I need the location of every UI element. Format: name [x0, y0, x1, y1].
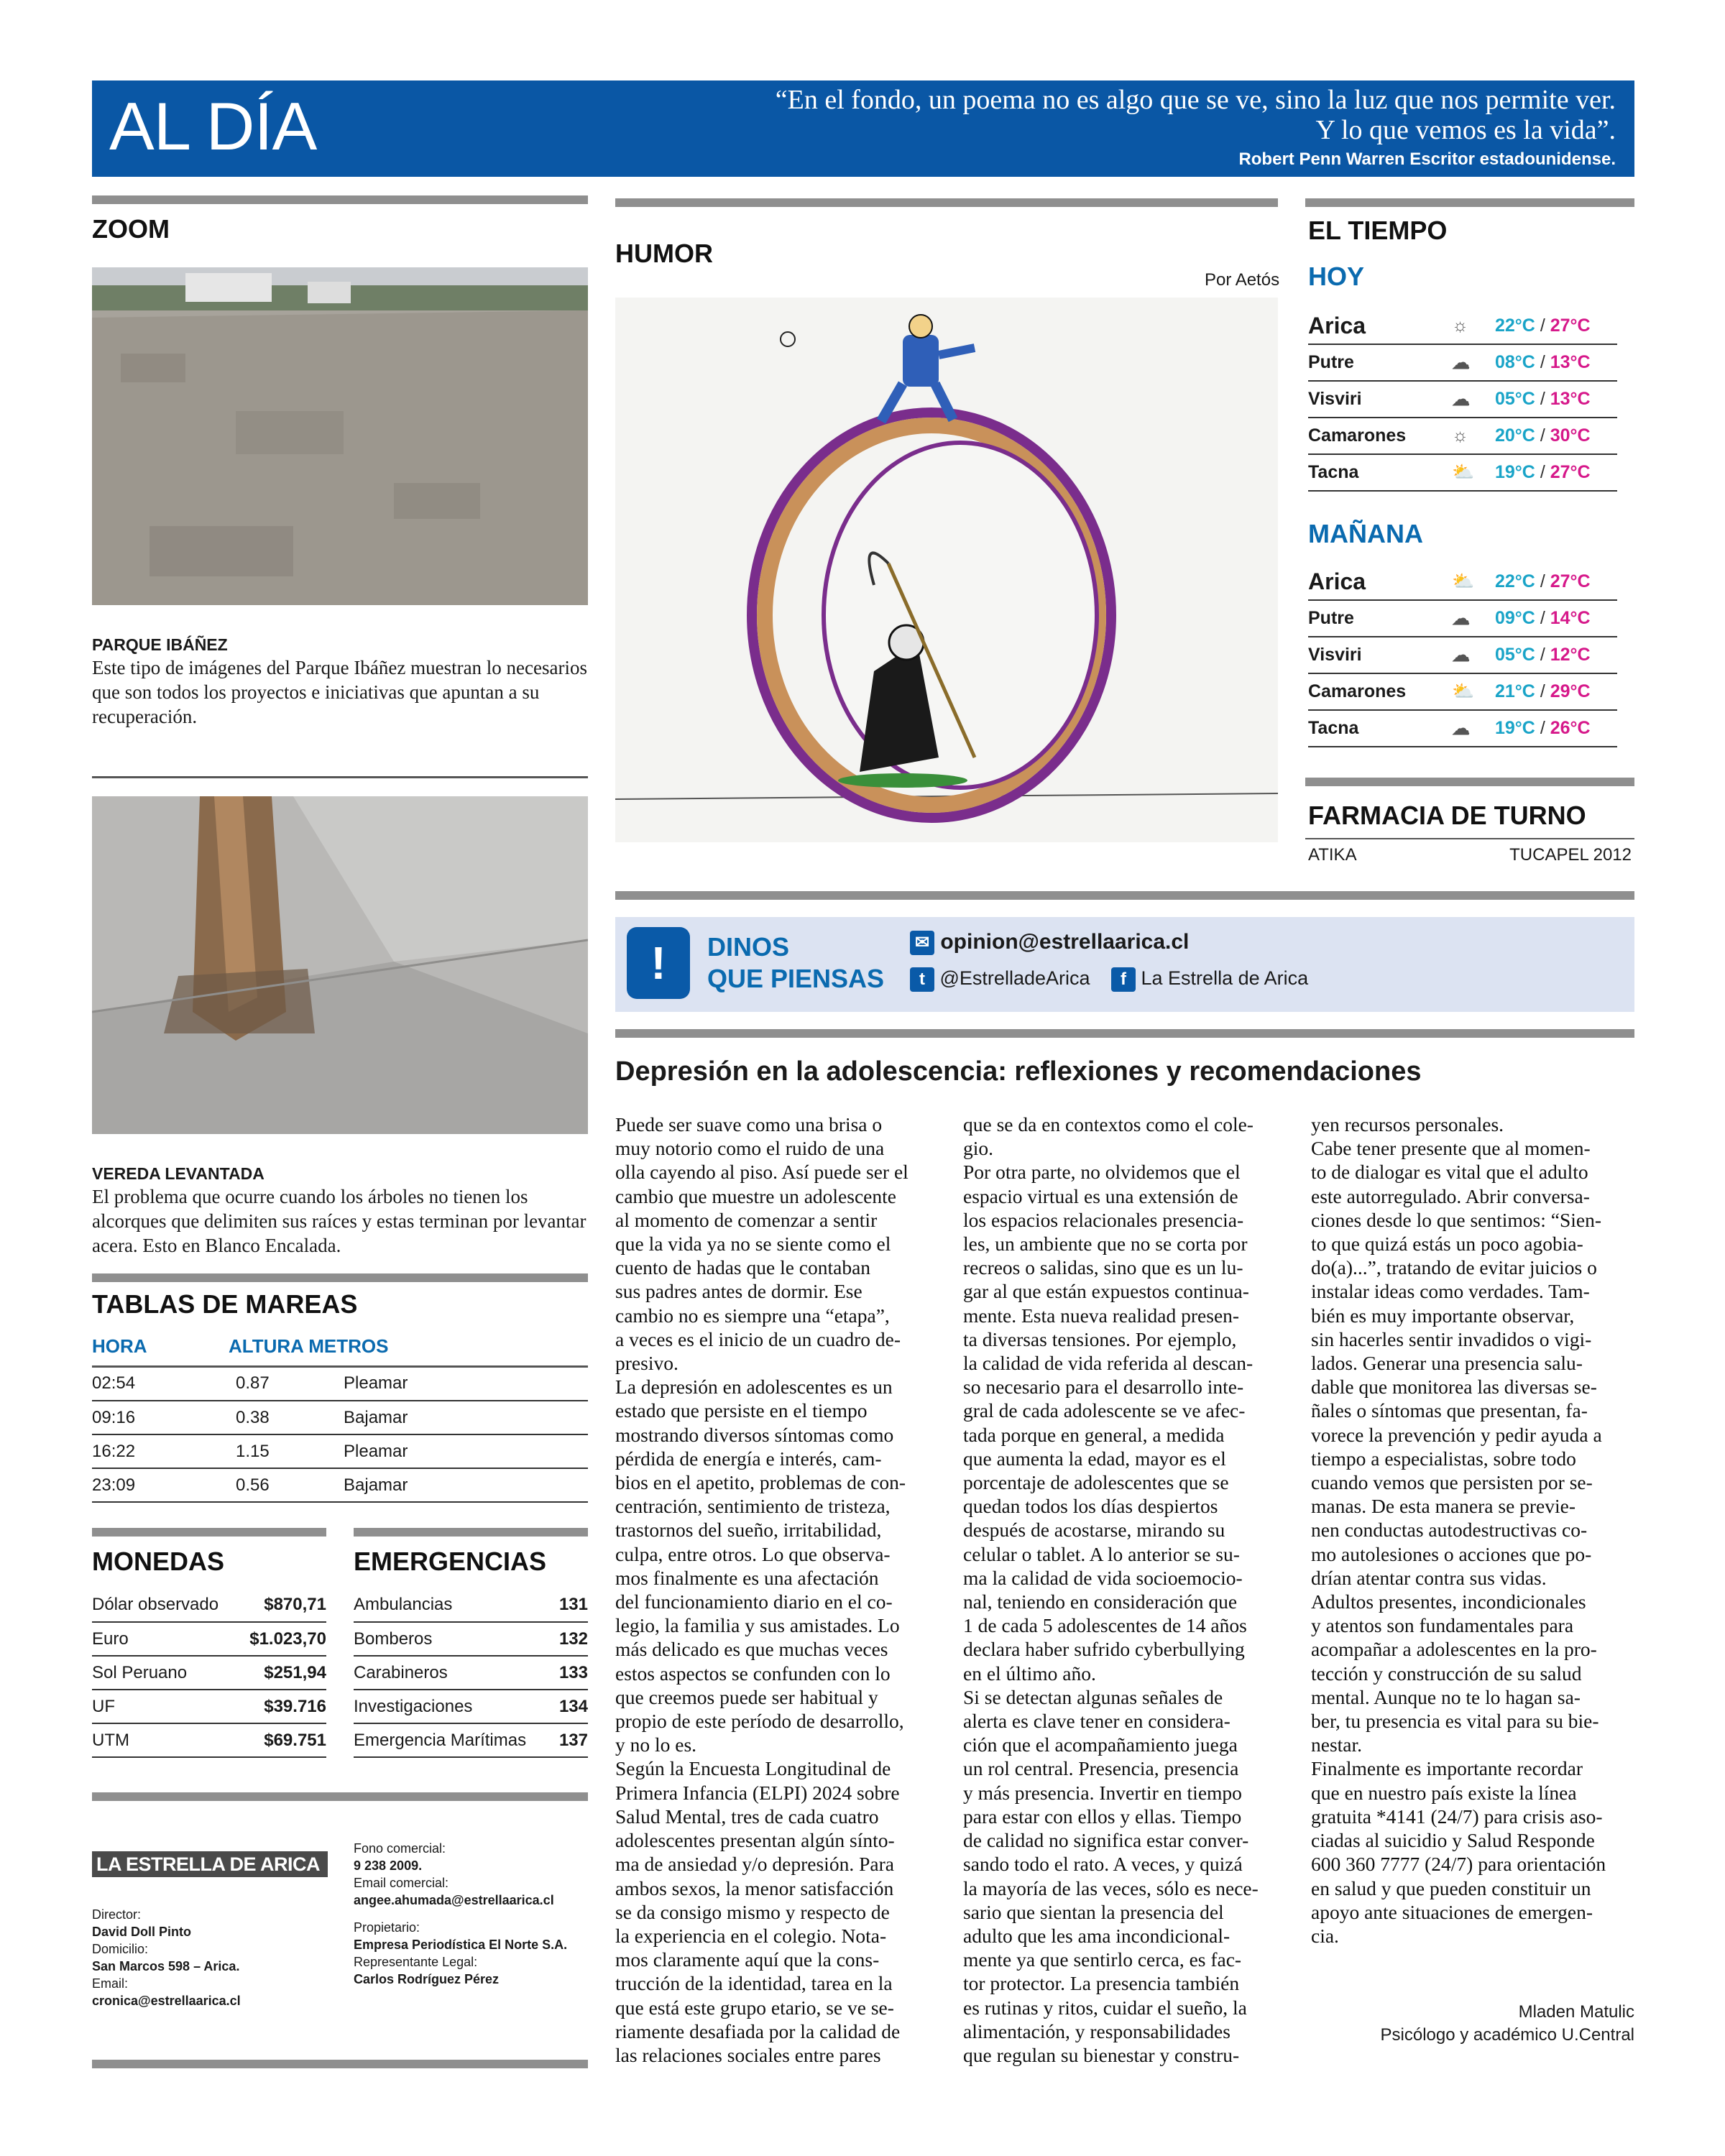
humor-title: HUMOR	[615, 239, 713, 268]
table-row: Visviri ☁ 05°C / 13°C	[1308, 381, 1617, 418]
twitter-link[interactable]: t @EstrelladeArica	[910, 967, 1090, 992]
sun-icon: ☼	[1452, 418, 1495, 454]
facebook-link[interactable]: f La Estrella de Arica	[1111, 967, 1308, 992]
partly-cloudy-icon: ⛅	[1452, 673, 1495, 710]
tides-col-hora: HORA	[92, 1335, 147, 1357]
mail-icon: ✉	[910, 931, 934, 955]
cartoon-credit: Por Aetós	[1205, 270, 1280, 290]
divider	[1305, 778, 1634, 786]
table-row: Putre ☁ 09°C / 14°C	[1308, 600, 1617, 637]
table-row: Euro $1.023,70	[92, 1622, 326, 1656]
sidewalk-photo	[92, 796, 588, 1134]
cloud-rain-icon: ☁	[1452, 381, 1495, 418]
article-column-1: Puede ser suave como una brisa o muy notorio como el ruido de una olla cayendo al piso. Así puede ser el cambio que muestre un adolescente al momento de comenzar a sentir que la vida ya no se siente como el cuento de hadas que le contaban sus padres antes de dormir. Ese cambio no es siempre una “etapa”, a veces es el inicio de un cuadro de- presivo. La depresión en adolescentes es un estado que persiste en el tiempo mostrando diversos síntomas como pérdida de energía e interés, cam- bios en el apetito, problemas de con- centración, sentimiento de tristeza, trastornos del sueño, irritabilidad, culpa, entre otros. Lo que observa- mos finalmente es una afectación del funcionamiento diario en el co- legio, la familia y sus amistades. Lo más delicado es que muchas veces estos aspectos se confunden con lo que creemos puede ser habitual y propio de este período de desarrollo, y no lo es. Según la Encuesta Longitudinal de Primera Infancia (ELPI) 2024 sobre Salud Mental, tres de cada cuatro adolescentes presentan algún sínto- ma de ansiedad y/o depresión. Para ambos sexos, la menor satisfacción se da consigo mismo y respecto de la experiencia en el colegio. Nota- mos claramente aquí que la cons- trucción de la identidad, tarea en la que está este grupo etario, se ve se- riamente desafiada por la calidad de las relaciones sociales entre pares	[615, 1113, 908, 2066]
divider	[92, 2060, 588, 2068]
emergencias-table	[354, 1588, 588, 1758]
article-column-3: yen recursos personales. Cabe tener presente que al momen- to de dialogar es vital que el adulto este autorregulado. Abrir conversa- ciones desde lo que sentimos: “Sien- to que quizá estás un poco agobia- do(a)...”, tratando de evitar juicios o instalar ideas como verdades. Tam- bién es muy importante observar, sin hacerles sentir invadidos o vigi- lados. Generar una presencia salu- dable que monitorea las diversas se- ñales o síntomas que presentan, fa- vorece la prevención y pedir ayuda a tiempo a especialistas, sobre todo cuando vemos que persisten por se- manas. De esta manera se previe- nen conductas autodestructivas co- mo autolesiones o acciones que po- drían atentar contra sus vidas. Adultos presentes, incondicionales y atentos son fundamentales para acompañar a adolescentes en la pro- tección y construcción de su salud mental. Aunque no te lo hagan sa- ber, tu presencia es vital para su bie- nestar. Finalmente es importante recordar que en nuestro país existe la línea gratuita *4141 (24/7) para crisis aso- ciadas al suicidio y Salud Responde 600 360 7777 (24/7) para orientación en salud y que pueden constituir un apoyo ante situaciones de emergen- cia.	[1311, 1113, 1606, 1947]
partly-cloudy-icon: ⛅	[1452, 563, 1495, 600]
weather-tomorrow-label: MAÑANA	[1308, 519, 1423, 548]
monedas-title: MONEDAS	[92, 1547, 225, 1576]
article-signature: Mladen Matulic	[1518, 2002, 1634, 2022]
table-row: 02:54 0.87 Pleamar	[92, 1367, 588, 1401]
alert-icon: !	[627, 927, 690, 999]
divider	[1305, 198, 1634, 207]
table-row: Visviri ☁ 05°C / 12°C	[1308, 637, 1617, 673]
emergencias-title: EMERGENCIAS	[354, 1547, 547, 1576]
sun-icon: ☼	[1452, 308, 1495, 344]
photo2-title: VEREDA LEVANTADA	[92, 1164, 264, 1183]
article-column-2: que se da en contextos como el cole- gio. Por otra parte, no olvidemos que el espacio virtual es una extensión de los espacios relacionales presencia- les, un ambiente que no se corta por recreos o salidas, sino que es un lu- gar al que están expuestos continua- mente. Esta nueva realidad presen- ta diversas tensiones. Por ejemplo, la calidad de vida referida al descan- so necesario para el desarrollo inte- gral de cada adolescente se ve afec- tada porque en general, a medida que aumenta la edad, mayor es el porcentaje de adolescentes que se quedan todos los días despiertos después de acostarse, mirando su celular o tablet. A lo anterior se su- ma la calidad de vida socioemocio- nal, teniendo en consideración que 1 de cada 5 adolescentes de 14 años declara haber sufrido cyberbullying en el último año. Si se detectan algunas señales de alerta es clave tener en considera- ción que el acompañamiento juega un rol central. Presencia, presencia y más presencia. Invertir en tiempo para estar con ellos y ellas. Tiempo de calidad no significa estar conver- sando todo el rato. A veces, y quizá la mayoría de las veces, sólo es nece- sario que sientan la presencia del adulto que les ama incondicional- mente ya que sentirlo cerca, es fac- tor protector. La presencia también es rutinas y ritos, cuidar el sueño, la alimentación, y responsabilidades que regulan su bienestar y constru-	[963, 1113, 1259, 2066]
table-row: Putre ☁ 08°C / 13°C	[1308, 344, 1617, 381]
partly-cloudy-icon: ⛅	[1452, 454, 1495, 491]
tides-col-altura: ALTURA METROS	[229, 1335, 389, 1357]
divider	[615, 1029, 1634, 1038]
header-quote: “En el fondo, un poema no es algo que se ve, sino la luz que nos permite ver. Y lo que vemos es la vida”.	[775, 85, 1616, 145]
park-photo	[92, 267, 588, 605]
masthead-right: Fono comercial: 9 238 2009. Email comercial: angee.ahumada@estrellaarica.cl Propietario: Empresa Periodística El Norte S.A. Representante Legal: Carlos Rodríguez Pérez	[354, 1841, 568, 1986]
divider	[92, 195, 588, 204]
photo1-caption: Este tipo de imágenes del Parque Ibáñez muestran lo necesarios que son todos los proyectos e iniciativas que apuntan a su recuperación.	[92, 657, 588, 727]
newspaper-logo: LA ESTRELLA DE ARICA	[92, 1851, 328, 1877]
divider	[615, 198, 1278, 207]
table-row: Arica ☼ 22°C / 27°C	[1308, 308, 1617, 344]
feedback-email[interactable]: ✉ opinion@estrellaarica.cl	[910, 930, 1189, 955]
divider	[354, 1528, 588, 1537]
section-title: AL DÍA	[109, 88, 317, 164]
divider	[92, 1273, 588, 1282]
quote-author: Robert Penn Warren Escritor estadounidense.	[1238, 149, 1616, 169]
weather-tomorrow-table	[1308, 563, 1617, 747]
cloud-rain-icon: ☁	[1452, 600, 1495, 637]
table-row: Arica ⛅ 22°C / 27°C	[1308, 563, 1617, 600]
facebook-icon: f	[1111, 967, 1136, 992]
tides-table	[92, 1367, 588, 1503]
dinos-label: DINOS QUE PIENSAS	[707, 932, 885, 993]
table-row: Tacna ☁ 19°C / 26°C	[1308, 710, 1617, 747]
photo2-caption: El problema que ocurre cuando los árboles no tienen los alcorques que delimiten sus raíces y estas terminan por levantar acera. Esto en Blanco Encalada.	[92, 1186, 586, 1256]
article-title: Depresión en la adolescencia: reflexiones y recomendaciones	[615, 1056, 1422, 1087]
weather-title: EL TIEMPO	[1308, 216, 1448, 245]
article-signature-role: Psicólogo y académico U.Central	[1380, 2025, 1634, 2045]
cloud-rain-icon: ☁	[1452, 710, 1495, 747]
table-row: Dólar observado $870,71	[92, 1588, 326, 1622]
cloud-rain-icon: ☁	[1452, 637, 1495, 673]
pharmacy-name: ATIKA	[1308, 845, 1357, 865]
tides-title: TABLAS DE MAREAS	[92, 1289, 358, 1319]
table-row: Camarones ⛅ 21°C / 29°C	[1308, 673, 1617, 710]
twitter-icon: t	[910, 967, 934, 992]
table-row: Ambulancias 131	[354, 1588, 588, 1622]
zoom-title: ZOOM	[92, 214, 170, 244]
table-row: Tacna ⛅ 19°C / 27°C	[1308, 454, 1617, 491]
divider	[1305, 838, 1634, 839]
table-row: Emergencia Marítimas 137	[354, 1723, 588, 1757]
divider	[92, 1792, 588, 1801]
feedback-banner	[615, 917, 1634, 1012]
table-row: Sol Peruano $251,94	[92, 1656, 326, 1690]
weather-today-label: HOY	[1308, 262, 1365, 291]
pharmacy-title: FARMACIA DE TURNO	[1308, 801, 1586, 830]
photo1-title: PARQUE IBÁÑEZ	[92, 635, 228, 654]
cloud-rain-icon: ☁	[1452, 344, 1495, 381]
table-row: 23:09 0.56 Bajamar	[92, 1468, 588, 1502]
table-row: UTM $69.751	[92, 1723, 326, 1757]
pharmacy-address: TUCAPEL 2012	[1509, 845, 1632, 865]
table-row: Carabineros 133	[354, 1656, 588, 1690]
monedas-table	[92, 1588, 326, 1758]
table-row: UF $39.716	[92, 1690, 326, 1723]
table-row: 16:22 1.15 Pleamar	[92, 1434, 588, 1468]
weather-today-table	[1308, 308, 1617, 492]
divider	[92, 1528, 326, 1537]
table-row: Bomberos 132	[354, 1622, 588, 1656]
table-row: Investigaciones 134	[354, 1690, 588, 1723]
table-row: 09:16 0.38 Bajamar	[92, 1401, 588, 1434]
section-header	[92, 80, 1634, 177]
divider	[615, 891, 1634, 900]
masthead-left: Director: David Doll Pinto Domicilio: San Marcos 598 – Arica. Email: cronica@estrellaarica.cl	[92, 1907, 241, 2008]
divider	[92, 776, 588, 778]
cartoon-image	[615, 298, 1278, 842]
table-row: Camarones ☼ 20°C / 30°C	[1308, 418, 1617, 454]
